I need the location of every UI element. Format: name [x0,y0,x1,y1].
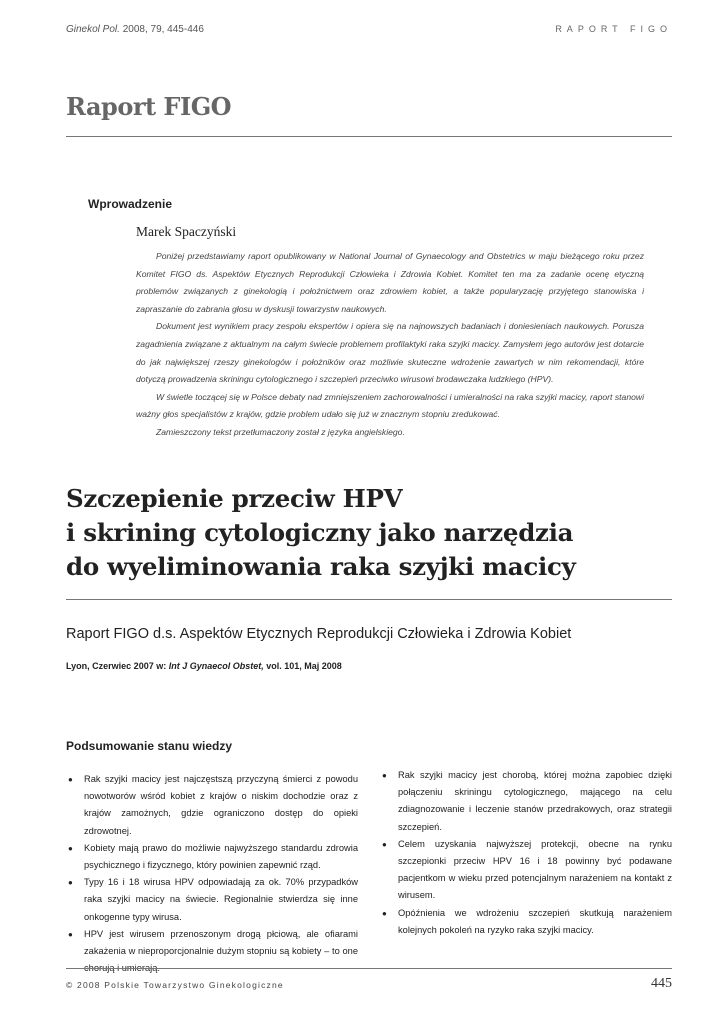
intro-paragraph: Dokument jest wynikiem pracy zespołu ekspertów i opiera się na najnowszych badaniach i doniesieniach naukowych. Porusza zagadnienia związane z aktualnym na całym świecie problemem profilaktyki raka szyjki macicy. Zamysłem jego autorów jest dotarcie do jak największej rzeszy ginekologów i położników oraz możliwie skuteczne wdrożenie zawartych w nim rekomendacji, które dotyczą prowadzenia skriningu cytologicznego i szczepień przeciwko wirusowi brodawczaka ludzkiego (HPV). [136,321,644,385]
article-title-line: i skrining cytologiczny jako narzędzia [66,518,574,547]
summary-bullet: ● Celem uzyskania najwyższej protekcji, obecne na rynku szczepionki przeciw HPV 16 i 18 powinny być podawane pacjentkom w wieku przed potencjalnym narażeniem na kontakt z wirusem. [380,836,672,905]
summary-bullet: ● HPV jest wirusem przenoszonym drogą płciową, ale ofiarami zakażenia w nieproporcjonalnie dużym stopniu są kobiety – to one chorują i umierają. [66,926,358,978]
page-number: 445 [651,976,672,991]
journal-name: Ginekol Pol. [66,24,120,35]
summary-bullet: ● Kobiety mają prawo do możliwie najwyższego standardu zdrowia psychicznego i fizycznego, który powinien zapewnić rząd. [66,840,358,874]
article-subtitle: Raport FIGO d.s. Aspektów Etycznych Reprodukcji Człowieka i Zdrowia Kobiet [66,626,572,642]
running-header-section: RAPORT FIGO [555,24,672,34]
divider-top [66,136,672,137]
report-title: Raport FIGO [66,92,232,121]
intro-author: Marek Spaczyński [136,224,237,239]
summary-bullet: ● Rak szyjki macicy jest chorobą, której można zapobiec dzięki połączeniu skriningu cytologicznego, mającego na celu zdiagnozowanie i leczenie stanów przedrakowych, oraz strategii szczepień. [380,767,672,836]
intro-body [136,248,644,442]
running-header-citation [66,24,204,35]
citation-prefix: Lyon, Czerwiec 2007 w: [66,661,169,671]
intro-paragraph: Zamieszczony tekst przetłumaczony został z języka angielskiego. [156,426,405,437]
summary-bullet: ● Typy 16 i 18 wirusa HPV odpowiadają za ok. 70% przypadków raka szyjki macicy na świecie. Regionalnie stwierdza się inne onkogenne typy wirusa. [66,874,358,926]
citation-suffix: vol. 101, Maj 2008 [263,661,342,671]
summary-heading: Podsumowanie stanu wiedzy [66,739,233,753]
journal-volume-pages: 2008, 79, 445-446 [119,24,204,35]
divider-footer [66,968,672,969]
summary-column-right [380,767,672,939]
summary-bullet: ● Opóźnienia we wdrożeniu szczepień skutkują narażeniem kolejnych pokoleń na ryzyko raka szyjki macicy. [380,905,672,939]
summary-bullet: ● Rak szyjki macicy jest najczęstszą przyczyną śmierci z powodu nowotworów wśród kobiet z krajów o niskim dochodzie oraz z krajów zamożnych, gdzie ograniczono dostęp do opieki zdrowotnej. [66,771,358,840]
citation-journal: Int J Gynaecol Obstet, [168,661,264,671]
article-title [66,482,666,584]
article-title-line: Szczepienie przeciw HPV [66,484,403,513]
source-citation [66,661,342,671]
divider-title [66,599,672,600]
intro-paragraph: Poniżej przedstawiamy raport opublikowany w National Journal of Gynaecology and Obstetrics w maju bieżącego roku przez Komitet FIGO ds. Aspektów Etycznych Reprodukcji Człowieka i Zdrowia Kobiet. Komitet ten ma za zadanie ocenę etyczną problemów związanych z ginekologią i położnictwem oraz zdrowiem kobiet, a także popularyzację przyjętego stanowiska i zapraszanie do zabrania głosu w dyskusji towarzystw naukowych. [136,251,644,314]
article-title-line: do wyeliminowania raka szyjki macicy [66,552,576,581]
copyright: © 2008 Polskie Towarzystwo Ginekologiczne [66,980,284,990]
summary-column-left [66,771,358,977]
intro-heading: Wprowadzenie [88,197,173,211]
intro-paragraph: W świetle toczącej się w Polsce debaty nad zmniejszeniem zachorowalności i umieralności na raka szyjki macicy, raport stanowi ważny głos specjalistów z krajów, gdzie problem udało się już w znacznym stopniu zredukować. [136,391,644,420]
